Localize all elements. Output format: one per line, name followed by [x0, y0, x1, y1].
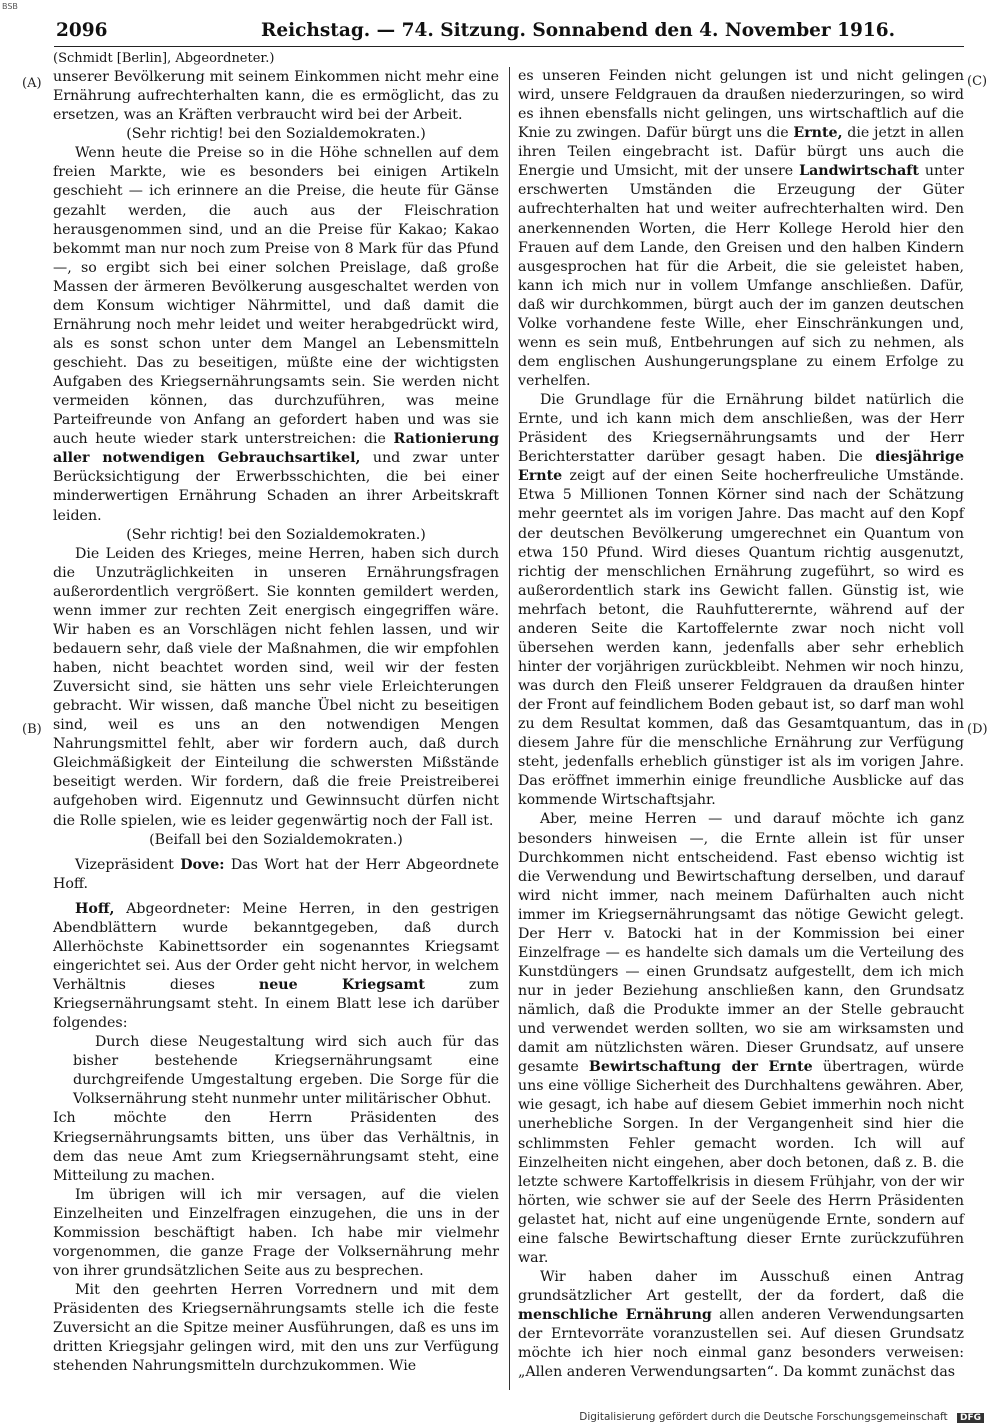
column-divider [509, 67, 510, 1390]
paragraph: Ich möchte den Herrn Präsidenten des Kriegsernährungsamts bitten, uns über das Verhältnis, in dem das neue Amt zum Kriegsernährungsamt steht, eine Mitteilung zu machen. [53, 1110, 499, 1184]
right-column [518, 67, 964, 1382]
funding-footer [579, 1411, 984, 1423]
speaker-name: Dove: [180, 856, 225, 873]
page-number: 2096 [56, 20, 108, 41]
paragraph [53, 900, 499, 1033]
text-run: allen anderen Verwendungsarten der Erntevorräte voranzustellen sei. Auf diesen Grundsatz möchte ich hier noch einmal ganz besonders verweisen: „Allen anderen Verwendungsarten“. Da kommt zunächst das [518, 1307, 964, 1381]
speaker-reference: (Schmidt [Berlin], Abgeordneter.) [53, 51, 275, 66]
paragraph [53, 144, 499, 525]
text-run: zeigt auf der einen Seite hocherfreuliche Umstände. Etwa 5 Millionen Tonnen Körner sind nach der Schätzung mehr geerntet als im vorigen Jahre. Das macht auf den Kopf der deutschen Bevölkerung umgerechnet ein Quantum von etwa 150 Pfund. Wird dieses Quantum richtig ausgenutzt, richtig der menschlichen Ernährung zugeführt, so wird es außerordentlich stark ins Gewicht fallen. Günstig ist, wie mehrfach betont, die Rauhfutterernte, während auf der anderen Seite die Kartoffelernte zwar noch nicht voll übersehen werden kann, jedenfalls aber sehr erheblich hinter der vorjährigen zurückbleibt. Nehmen wir noch hinzu, was durch den Fleiß unserer Feldgrauen da draußen hinter der Front auf feindlichem Boden gebaut ist, so darf man wohl zu dem Resultat kommen, daß das Gesamtquantum, das in diesem Jahre für die menschliche Ernährung zur Verfügung steht, jedenfalls erheblich günstiger ist als im vorigen Jahre. Das eröffnet immerhin einige freundliche Ausblicke auf das kommende Wirtschaftsjahr. [518, 468, 964, 809]
block-quote: Durch diese Neugestaltung wird sich auch für das bisher bestehende Kriegsernährungsamt eine durchgreifende Umgestaltung ergeben. Die Sorge für die Volksernährung steht nunmehr unter militärischer Obhut. [73, 1034, 499, 1108]
text-run: Aber, meine Herren — und darauf möchte ich ganz besonders hinweisen —, die Ernte allein ist für unser Durchkommen nicht entscheidend. Fast ebenso wichtig ist die Verwendung und Bewirtschaftung derselben, und darauf wird nicht immer, nach meinem Dafürhalten auch nicht immer im Kriegsernährungsamt das nötige Gewicht gelegt. Der Herr v. Batocki hat in der Kommission bei einer Einzelfrage — es handelte sich damals um die Verteilung des Kunstdüngers — einen Grundsatz aufgestellt, dem ich mich nur in jeder Beziehung anschließen kann, den Grundsatz nämlich, daß die Produkte immer an der Stelle gebraucht und verwendet werden sollten, wo sie am wirksamsten und damit am nützlichsten wären. Dieser Grundsatz, auf unsere gesamte [518, 811, 964, 1076]
text-run: es unseren Feinden nicht gelungen ist und nicht gelingen wird, unsere Feldgrauen da draußen niederzuringen, so wird es ihnen ebensfalls nicht gelingen, uns wirtschaftlich auf die Knie zu zwingen. Dafür bürgt uns die [518, 68, 964, 142]
interjection: (Sehr richtig! bei den Sozialdemokraten.) [126, 126, 426, 143]
paragraph [518, 67, 964, 391]
bold-run: Landwirtschaft [799, 163, 919, 180]
paragraph [518, 391, 964, 810]
interjection: (Beifall bei den Sozialdemokraten.) [149, 831, 403, 848]
interjection: (Sehr richtig! bei den Sozialdemokraten.) [126, 526, 426, 543]
margin-mark-a: (A) [22, 76, 42, 91]
text-run: Die Grundlage für die Ernährung bildet natürlich die Ernte, und ich kann mich dem anschließen, was der Herr Präsident des Kriegsernährungsamts und der Herr Berichterstatter darüber gesagt haben. Die [518, 392, 964, 466]
text-run: Vizepräsident [75, 856, 181, 873]
text-run: Wenn heute die Preise so in die Höhe schnellen auf dem freien Markte, wie es besonders bei einigen Artikeln geschieht — ich erinnere an die Preise, die heute für Gänse gezahlt werden, die auch aus der Fleischration herausgenommen sind, und an die Preise für Kakao; Kakao bekommt man nur noch zum Preise von 8 Mark für das Pfund —, so ergibt sich bei einer solchen Preislage, daß große Massen der ärmeren Bevölkerung ausgeschaltet werden von dem Konsum wichtiger Nährmittel, und daß damit die Ernährung noch mehr leidet und weiter herabgedrückt wird, als es sonst schon unter dem Mangel an Lebensmitteln geschieht. Das zu beseitigen, müßte eine der wichtigsten Aufgaben des Kriegsernährungsamts sein. Sie werden nicht vermeiden können, das durchzuführen, was meine Parteifreunde von Anfang an gefordert haben und was sie auch heute wieder stark unterstreichen: die [53, 145, 499, 448]
paragraph: Mit den geehrten Herren Vorrednern und mit dem Präsidenten des Kriegsernährungsamts stelle ich die feste Zuversicht an die Spitze meiner Ausführungen, daß es uns im dritten Kriegsjahr gelingen wird, mit den uns zur Verfügung stehenden Nahrungsmitteln durchzukommen. Wie [53, 1282, 499, 1375]
text-run: Wir haben daher im Ausschuß einen Antrag grundsätzlicher Art gestellt, der da fordert, daß die [518, 1268, 964, 1304]
paragraph [518, 810, 964, 1268]
margin-mark-d: (D) [967, 722, 988, 737]
text-run: übertragen, würde uns eine völlige Sicherheit des Durchhaltens gewähren. Aber, wie gesagt, ich habe auf diesem Gebiet immerhin noch nicht unerhebliche Sorgen. In der Vergangenheit sind hier die schlimmsten Fehler gemacht worden. Ich will auf Einzelheiten nicht eingehen, aber doch betonen, daß z. B. die letzte schwere Kartoffelkrisis in diesem Frühjahr, von der wir hörten, wie schwer sie auf der Seele des Herrn Präsidenten gelastet hat, nicht auf eine ungenügende Ernte, sondern auf eine falsche Bewirtschaftung dieser Ernte zurückzuführen war. [518, 1059, 964, 1266]
bold-run: Bewirtschaftung der Ernte [588, 1059, 813, 1076]
text-run: unter erschwerten Umständen die Erzeugung der Güter aufrechterhalten hat und weiter aufrechterhalten wird. Den anerkennenden Worten, die Herr Kollege Herold hier den Frauen auf dem Lande, den Greisen und den halben Kindern ausgesprochen hat für die Arbeit, die sie geleistet haben, kann ich mich nur in vollem Umfange anschließen. Dafür, daß wir durchkommen, bürgt auch der im ganzen deutschen Volke vorhandene feste Wille, eher Einschränkungen und, wenn es sein muß, Entbehrungen auf sich zu nehmen, als dem englischen Aushungerungsplane zu einem Erfolge zu verhelfen. [518, 163, 964, 389]
dfg-logo: DFG [957, 1413, 984, 1423]
paragraph: Im übrigen will ich mir versagen, auf die vielen Einzelheiten und Einzelfragen einzugehen, die uns in der Kommission beschäftigt haben. Ich habe mir vielmehr vorgenommen, die ganze Frage der Volksernährung mehr von ihrer grundsätzlichen Seite aus zu besprechen. [53, 1186, 499, 1279]
bold-run: diesjährige Ernte [518, 449, 964, 485]
footer-text: Digitalisierung gefördert durch die Deutsche Forschungsgemeinschaft [579, 1411, 948, 1423]
bold-run: Ernte, [793, 125, 843, 142]
speaker-name: Hoff, [75, 900, 115, 917]
header-rule [54, 46, 964, 47]
page-header [56, 18, 956, 44]
paragraph: unserer Bevölkerung mit seinem Einkommen nicht mehr eine Ernährung aufrechterhalten kann, die es ermöglicht, das zu ersetzen, was an Kräften verbraucht wird bei der Arbeit. [53, 69, 499, 124]
text-run: Das Wort hat der Herr Abgeordnete Hoff. [53, 856, 499, 892]
text-run: und zwar unter Berücksichtigung der Erwerbsschichten, die bei einer minderwertigen Ernährung Schaden an ihrer Arbeitskraft leiden. [53, 450, 500, 524]
left-column [53, 49, 499, 1376]
margin-mark-c: (C) [967, 74, 988, 89]
chair-statement [53, 856, 499, 894]
margin-mark-b: (B) [22, 722, 42, 737]
bold-run: neue Kriegsamt [258, 977, 425, 993]
bold-run: menschliche Ernährung [518, 1307, 712, 1324]
library-mark: BSB [2, 2, 18, 11]
text-run: die jetzt in allen ihren Teilen eingebracht ist. Dafür bürgt uns auch die Energie und Umsicht, mit der unsere [518, 125, 964, 180]
paragraph [518, 1268, 964, 1382]
text-run: Abgeordneter: Meine Herren, in den gestrigen Abendblättern wurde bekanntgegeben, daß durch Allerhöchste Kabinettsorder ein sogenanntes Kriegsamt eingerichtet sei. Aus der Order geht nicht hervor, in welchem Verhältnis dieses [53, 900, 499, 993]
running-title: Reichstag. — 74. Sitzung. Sonnabend den 4. November 1916. [261, 20, 896, 41]
text-run: zum Kriegsernährungsamt steht. In einem Blatt lese ich darüber folgendes: [53, 977, 499, 1032]
bold-run: Rationierung aller notwendigen Gebrauchsartikel, [53, 431, 499, 467]
paragraph: Die Leiden des Krieges, meine Herren, haben sich durch die Unzuträglichkeiten in unseren Ernährungsfragen außerordentlich vergrößert. Sie konnten gemildert werden, wenn immer zur rechten Zeit energisch eingegriffen wäre. Wir haben es an Vorschlägen nicht fehlen lassen, und wir bedauern sehr, daß viele der Maßnahmen, die wir empfohlen haben, nicht beachtet worden sind, weil wir der festen Zuversicht sind, sie hätten uns sehr viele Erleichterungen gebracht. Wir wissen, daß manche Übel nicht zu beseitigen sind, weil es uns an den notwendigen Mengen Nahrungsmittel fehlt, aber wir fordern auch, daß durch Gleichmäßigkeit der Einteilung die schwersten Mißstände beseitigt werden. Wir fordern, daß die freie Preistreiberei aufgehoben wird. Eigennutz und Gewinnsucht dürfen nicht die Rolle spielen, wie es leider gegenwärtig noch der Fall ist. [53, 545, 499, 829]
